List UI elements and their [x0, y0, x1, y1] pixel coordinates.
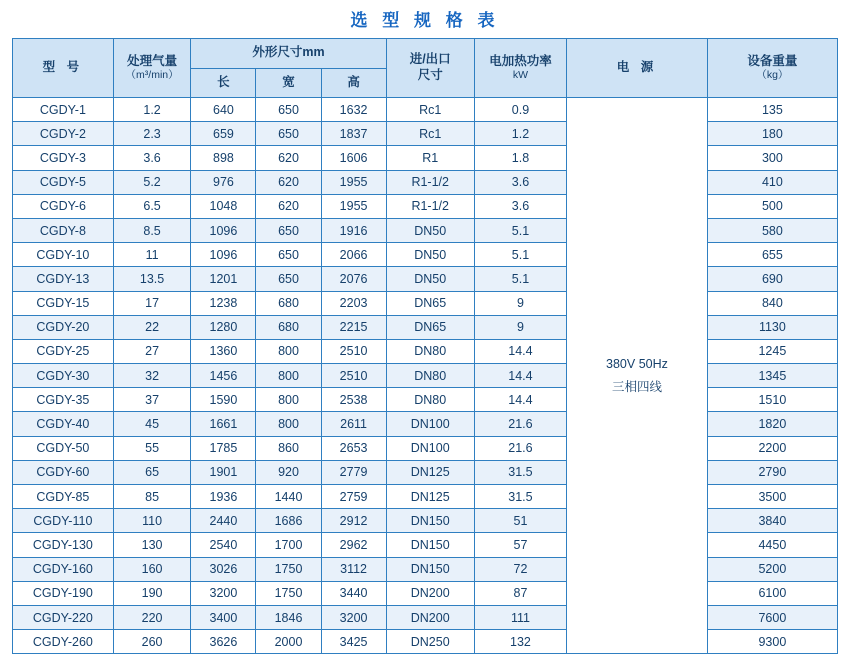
cell-airflow: 6.5 — [113, 194, 191, 218]
column-header-power-label: 电 源 — [616, 60, 658, 75]
table-body — [13, 98, 838, 654]
cell-airflow: 5.2 — [113, 170, 191, 194]
cell-weight: 180 — [707, 122, 837, 146]
cell-weight: 840 — [707, 291, 837, 315]
table-header — [13, 39, 838, 98]
cell-length: 1096 — [191, 243, 256, 267]
cell-width: 650 — [256, 218, 321, 242]
cell-weight: 4450 — [707, 533, 837, 557]
cell-heater: 1.2 — [474, 122, 566, 146]
cell-width: 650 — [256, 243, 321, 267]
cell-height: 2215 — [321, 315, 386, 339]
cell-length: 1901 — [191, 460, 256, 484]
cell-heater: 3.6 — [474, 170, 566, 194]
cell-model: CGDY-15 — [13, 291, 114, 315]
cell-width: 800 — [256, 364, 321, 388]
cell-weight: 3840 — [707, 509, 837, 533]
cell-model: CGDY-160 — [13, 557, 114, 581]
cell-airflow: 160 — [113, 557, 191, 581]
cell-length: 3026 — [191, 557, 256, 581]
cell-height: 1916 — [321, 218, 386, 242]
cell-model: CGDY-5 — [13, 170, 114, 194]
cell-width: 1686 — [256, 509, 321, 533]
column-header-heater-label: 电加热功率 — [489, 53, 552, 68]
cell-width: 2000 — [256, 630, 321, 654]
cell-model: CGDY-10 — [13, 243, 114, 267]
cell-port: R1-1/2 — [386, 194, 474, 218]
cell-length: 3400 — [191, 605, 256, 629]
cell-model: CGDY-35 — [13, 388, 114, 412]
cell-length: 1661 — [191, 412, 256, 436]
cell-port: DN50 — [386, 218, 474, 242]
cell-port: DN150 — [386, 557, 474, 581]
cell-length: 1360 — [191, 339, 256, 363]
cell-weight: 655 — [707, 243, 837, 267]
cell-model: CGDY-190 — [13, 581, 114, 605]
cell-airflow: 130 — [113, 533, 191, 557]
cell-airflow: 3.6 — [113, 146, 191, 170]
cell-weight: 2200 — [707, 436, 837, 460]
cell-airflow: 8.5 — [113, 218, 191, 242]
column-header-weight — [707, 39, 837, 98]
cell-port: DN50 — [386, 243, 474, 267]
cell-length: 1456 — [191, 364, 256, 388]
cell-airflow: 190 — [113, 581, 191, 605]
table-row — [13, 460, 838, 484]
cell-heater: 31.5 — [474, 485, 566, 509]
cell-heater: 1.8 — [474, 146, 566, 170]
cell-model: CGDY-130 — [13, 533, 114, 557]
cell-length: 2440 — [191, 509, 256, 533]
cell-height: 1632 — [321, 98, 386, 122]
cell-width: 650 — [256, 267, 321, 291]
cell-heater: 111 — [474, 605, 566, 629]
cell-height: 3112 — [321, 557, 386, 581]
cell-model: CGDY-13 — [13, 267, 114, 291]
specification-table — [12, 38, 838, 654]
cell-port: DN100 — [386, 412, 474, 436]
table-row — [13, 339, 838, 363]
cell-height: 2611 — [321, 412, 386, 436]
cell-height: 2066 — [321, 243, 386, 267]
cell-model: CGDY-1 — [13, 98, 114, 122]
cell-length: 640 — [191, 98, 256, 122]
table-row — [13, 581, 838, 605]
cell-airflow: 260 — [113, 630, 191, 654]
cell-heater: 14.4 — [474, 388, 566, 412]
cell-heater: 21.6 — [474, 436, 566, 460]
cell-airflow: 55 — [113, 436, 191, 460]
cell-height: 2203 — [321, 291, 386, 315]
cell-weight: 6100 — [707, 581, 837, 605]
cell-port: DN80 — [386, 364, 474, 388]
cell-width: 860 — [256, 436, 321, 460]
table-row — [13, 388, 838, 412]
cell-airflow: 45 — [113, 412, 191, 436]
cell-length: 976 — [191, 170, 256, 194]
cell-power-supply — [567, 98, 708, 654]
cell-heater: 5.1 — [474, 243, 566, 267]
cell-weight: 5200 — [707, 557, 837, 581]
cell-width: 650 — [256, 98, 321, 122]
cell-airflow: 2.3 — [113, 122, 191, 146]
table-row — [13, 364, 838, 388]
column-header-port — [386, 39, 474, 98]
cell-weight: 500 — [707, 194, 837, 218]
cell-length: 1936 — [191, 485, 256, 509]
cell-airflow: 37 — [113, 388, 191, 412]
cell-port: DN80 — [386, 339, 474, 363]
cell-model: CGDY-20 — [13, 315, 114, 339]
column-header-power — [567, 39, 708, 98]
cell-width: 1846 — [256, 605, 321, 629]
cell-height: 1837 — [321, 122, 386, 146]
column-header-model-label: 型 号 — [42, 60, 84, 75]
table-row — [13, 605, 838, 629]
cell-weight: 1130 — [707, 315, 837, 339]
header-row-top — [13, 39, 838, 69]
page-title: 选 型 规 格 表 — [350, 11, 500, 30]
cell-model: CGDY-3 — [13, 146, 114, 170]
table-row — [13, 122, 838, 146]
table-row — [13, 436, 838, 460]
cell-heater: 3.6 — [474, 194, 566, 218]
power-supply-voltage: 380V 50Hz — [606, 357, 668, 372]
cell-heater: 132 — [474, 630, 566, 654]
cell-heater: 21.6 — [474, 412, 566, 436]
table-row — [13, 485, 838, 509]
cell-heater: 5.1 — [474, 267, 566, 291]
cell-port: R1 — [386, 146, 474, 170]
cell-height: 2538 — [321, 388, 386, 412]
cell-height: 1955 — [321, 170, 386, 194]
cell-height: 1955 — [321, 194, 386, 218]
cell-heater: 14.4 — [474, 364, 566, 388]
cell-airflow: 27 — [113, 339, 191, 363]
cell-port: DN200 — [386, 605, 474, 629]
cell-height: 1606 — [321, 146, 386, 170]
cell-airflow: 1.2 — [113, 98, 191, 122]
cell-length: 1590 — [191, 388, 256, 412]
cell-port: DN65 — [386, 315, 474, 339]
cell-port: DN50 — [386, 267, 474, 291]
cell-width: 800 — [256, 339, 321, 363]
cell-length: 1785 — [191, 436, 256, 460]
cell-port: DN80 — [386, 388, 474, 412]
table-row — [13, 146, 838, 170]
column-header-width: 宽 — [256, 68, 321, 98]
cell-port: DN65 — [386, 291, 474, 315]
cell-length: 1096 — [191, 218, 256, 242]
cell-width: 1700 — [256, 533, 321, 557]
cell-height: 2076 — [321, 267, 386, 291]
cell-length: 659 — [191, 122, 256, 146]
cell-weight: 1345 — [707, 364, 837, 388]
column-header-weight-label: 设备重量 — [747, 53, 798, 68]
cell-model: CGDY-260 — [13, 630, 114, 654]
cell-heater: 9 — [474, 315, 566, 339]
cell-airflow: 220 — [113, 605, 191, 629]
cell-width: 800 — [256, 412, 321, 436]
cell-width: 680 — [256, 315, 321, 339]
cell-model: CGDY-25 — [13, 339, 114, 363]
cell-weight: 9300 — [707, 630, 837, 654]
cell-height: 2653 — [321, 436, 386, 460]
column-header-heater — [474, 39, 566, 98]
cell-height: 2962 — [321, 533, 386, 557]
cell-height: 2779 — [321, 460, 386, 484]
table-row — [13, 315, 838, 339]
cell-model: CGDY-220 — [13, 605, 114, 629]
cell-length: 1201 — [191, 267, 256, 291]
cell-weight: 580 — [707, 218, 837, 242]
cell-weight: 7600 — [707, 605, 837, 629]
cell-heater: 9 — [474, 291, 566, 315]
table-row — [13, 218, 838, 242]
cell-width: 620 — [256, 194, 321, 218]
cell-airflow: 11 — [113, 243, 191, 267]
cell-model: CGDY-8 — [13, 218, 114, 242]
cell-length: 1280 — [191, 315, 256, 339]
table-row — [13, 630, 838, 654]
cell-width: 620 — [256, 146, 321, 170]
table-row — [13, 412, 838, 436]
table-row — [13, 170, 838, 194]
cell-airflow: 22 — [113, 315, 191, 339]
cell-airflow: 65 — [113, 460, 191, 484]
cell-weight: 135 — [707, 98, 837, 122]
cell-airflow: 110 — [113, 509, 191, 533]
cell-heater: 14.4 — [474, 339, 566, 363]
cell-model: CGDY-6 — [13, 194, 114, 218]
cell-heater: 72 — [474, 557, 566, 581]
cell-port: R1-1/2 — [386, 170, 474, 194]
cell-heater: 0.9 — [474, 98, 566, 122]
cell-model: CGDY-2 — [13, 122, 114, 146]
cell-weight: 300 — [707, 146, 837, 170]
table-row — [13, 557, 838, 581]
cell-heater: 31.5 — [474, 460, 566, 484]
cell-width: 1440 — [256, 485, 321, 509]
table-row — [13, 267, 838, 291]
power-supply-wiring: 三相四线 — [611, 379, 662, 394]
cell-weight: 1820 — [707, 412, 837, 436]
table-row — [13, 509, 838, 533]
cell-weight: 690 — [707, 267, 837, 291]
cell-port: DN200 — [386, 581, 474, 605]
cell-width: 800 — [256, 388, 321, 412]
cell-heater: 87 — [474, 581, 566, 605]
cell-port: Rc1 — [386, 98, 474, 122]
cell-length: 1238 — [191, 291, 256, 315]
table-row — [13, 533, 838, 557]
cell-model: CGDY-50 — [13, 436, 114, 460]
column-header-airflow-label: 处理气量 — [127, 53, 178, 68]
cell-airflow: 32 — [113, 364, 191, 388]
cell-height: 3425 — [321, 630, 386, 654]
cell-width: 1750 — [256, 581, 321, 605]
cell-model: CGDY-85 — [13, 485, 114, 509]
cell-width: 620 — [256, 170, 321, 194]
column-header-port-sub: 尺寸 — [417, 68, 443, 82]
cell-port: DN150 — [386, 509, 474, 533]
table-row — [13, 194, 838, 218]
cell-length: 1048 — [191, 194, 256, 218]
cell-height: 2912 — [321, 509, 386, 533]
cell-length: 898 — [191, 146, 256, 170]
cell-port: DN150 — [386, 533, 474, 557]
cell-port: Rc1 — [386, 122, 474, 146]
cell-length: 2540 — [191, 533, 256, 557]
cell-height: 2510 — [321, 339, 386, 363]
cell-port: DN100 — [386, 436, 474, 460]
cell-weight: 1245 — [707, 339, 837, 363]
cell-height: 2510 — [321, 364, 386, 388]
cell-height: 3200 — [321, 605, 386, 629]
cell-height: 3440 — [321, 581, 386, 605]
cell-width: 680 — [256, 291, 321, 315]
cell-width: 920 — [256, 460, 321, 484]
cell-weight: 410 — [707, 170, 837, 194]
cell-length: 3626 — [191, 630, 256, 654]
cell-port: DN125 — [386, 460, 474, 484]
cell-weight: 3500 — [707, 485, 837, 509]
cell-heater: 51 — [474, 509, 566, 533]
cell-airflow: 13.5 — [113, 267, 191, 291]
cell-model: CGDY-110 — [13, 509, 114, 533]
cell-port: DN125 — [386, 485, 474, 509]
column-header-weight-unit: （kg） — [756, 69, 789, 82]
cell-port: DN250 — [386, 630, 474, 654]
column-header-heater-unit: kW — [512, 69, 529, 82]
column-header-port-label: 进/出口 — [409, 52, 451, 67]
cell-height: 2759 — [321, 485, 386, 509]
cell-airflow: 85 — [113, 485, 191, 509]
column-header-length: 长 — [191, 68, 256, 98]
cell-length: 3200 — [191, 581, 256, 605]
column-header-airflow-unit: （m³/min） — [125, 69, 179, 82]
cell-width: 1750 — [256, 557, 321, 581]
cell-weight: 1510 — [707, 388, 837, 412]
table-row — [13, 98, 838, 122]
column-header-dimensions: 外形尺寸mm — [191, 39, 386, 69]
column-header-height: 高 — [321, 68, 386, 98]
table-row — [13, 243, 838, 267]
cell-weight: 2790 — [707, 460, 837, 484]
cell-airflow: 17 — [113, 291, 191, 315]
column-header-model — [13, 39, 114, 98]
cell-model: CGDY-60 — [13, 460, 114, 484]
cell-heater: 57 — [474, 533, 566, 557]
cell-width: 650 — [256, 122, 321, 146]
cell-heater: 5.1 — [474, 218, 566, 242]
cell-model: CGDY-30 — [13, 364, 114, 388]
cell-model: CGDY-40 — [13, 412, 114, 436]
table-row — [13, 291, 838, 315]
column-header-airflow — [113, 39, 191, 98]
